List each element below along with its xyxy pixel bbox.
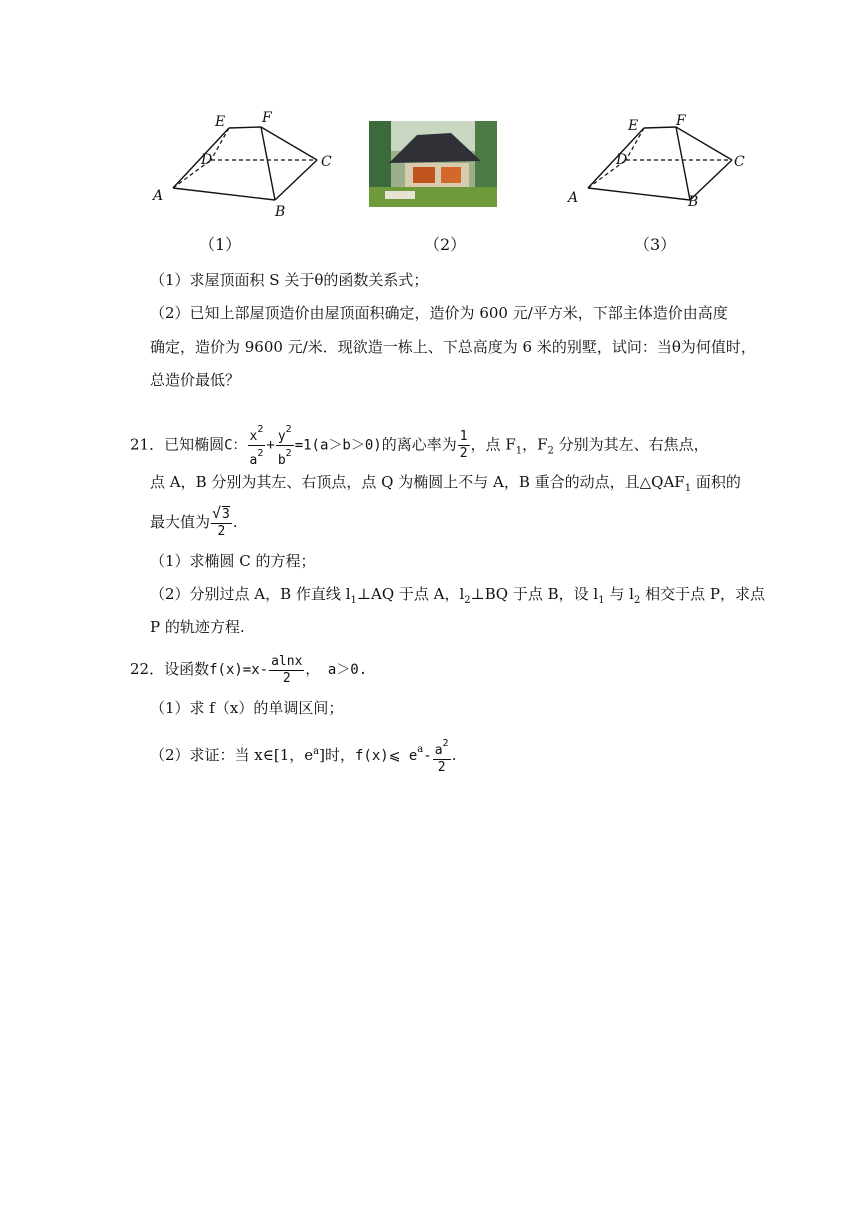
pyramid-frustum-diagram-3: [560, 108, 760, 218]
eccentricity-value: $\frac{1}{2}$: [459, 429, 468, 461]
q21-part1: （1）求椭圆 C 的方程；: [150, 552, 316, 570]
q21-stem-line1: 21．已知椭圆C： $\frac{x^2}{a^2}$ + $\frac{y^2}{b^2}$ =1(a＞b＞0)的离心率为 $\frac{1}{2}$ ，点 $F_1$，$F_2$ 分别为其左、右焦点，: [130, 424, 709, 468]
y-squared-over-b-squared: $\frac{y^2}{b^2}$: [277, 424, 292, 468]
eccentricity-text: 的离心率为: [381, 435, 457, 454]
q21-stem-line3: 最大值为 √ $\frac{3}{2}$ .: [150, 503, 238, 541]
label-C: C: [734, 154, 745, 170]
q22-part1: （1）求 f（x）的单调区间；: [150, 699, 344, 717]
label-A: A: [568, 190, 579, 206]
figure-1-caption: （1）: [199, 235, 242, 254]
a-squared-over-2: $\frac{a^2}{2}$: [434, 738, 449, 775]
q21-part2-line1: （2）分别过点 A，B 作直线 $l_1\perp AQ$ 于点 A，$l_2\perp BQ$ 于点 B，设 $l_1$ 与 $l_2$ 相交于点 P，求点: [150, 585, 765, 606]
label-C: C: [321, 154, 332, 170]
q20-part1: （1）求屋顶面积 S 关于θ的函数关系式；: [150, 271, 429, 289]
house-photo-image: [369, 121, 497, 207]
label-E: E: [215, 114, 226, 130]
q20-part2-line3: 总造价最低？: [150, 371, 241, 389]
label-A: A: [153, 188, 164, 204]
figure-3: [560, 108, 760, 218]
label-F: F: [262, 110, 272, 126]
label-B: B: [688, 194, 699, 210]
a-ln-x-over-2: $\frac{alnx}{2}$: [271, 653, 303, 686]
x-squared-over-a-squared: $\frac{x^2}{a^2}$: [249, 424, 264, 468]
q21-curve-name: C：: [224, 437, 247, 454]
label-E: E: [628, 118, 639, 134]
q21-stem-line2: 点 A，B 分别为其左、右顶点，点 Q 为椭圆上不与 A，B 重合的动点，且$\triangle QAF_1$ 面积的: [150, 473, 741, 494]
q22-stem: 22．设函数f(x)=x- $\frac{alnx}{2}$ ， a＞0.: [130, 653, 368, 686]
q21-prefix: 21．已知椭圆: [130, 435, 225, 454]
label-D: D: [201, 152, 213, 168]
label-D: D: [616, 152, 628, 168]
ellipse-equation-tail: =1(a＞b＞0): [294, 437, 382, 454]
figure-2-caption: （2）: [424, 235, 467, 254]
max-area-value: √ $\frac{3}{2}$: [211, 507, 232, 540]
house-photo: [369, 121, 497, 207]
q21-part2-line2: P 的轨迹方程.: [150, 618, 245, 636]
q22-part2: （2）求证：当 x∈[1，$e^a$]时，f(x)⩽ $e^a-$ $\frac{a^2}{2}$ .: [150, 738, 457, 775]
label-F: F: [676, 113, 686, 129]
figure-3-caption: （3）: [634, 235, 677, 254]
label-B: B: [275, 204, 286, 218]
figure-1: [145, 108, 345, 218]
pyramid-frustum-diagram-1: [145, 108, 345, 218]
q20-part2-line2: 确定，造价为 9600 元/米．现欲造一栋上、下总高度为 6 米的别墅，试问：当θ为何值时，: [150, 338, 756, 356]
q20-part2-line1: （2）已知上部屋顶造价由屋顶面积确定，造价为 600 元/平方米，下部主体造价由高度: [150, 304, 728, 322]
